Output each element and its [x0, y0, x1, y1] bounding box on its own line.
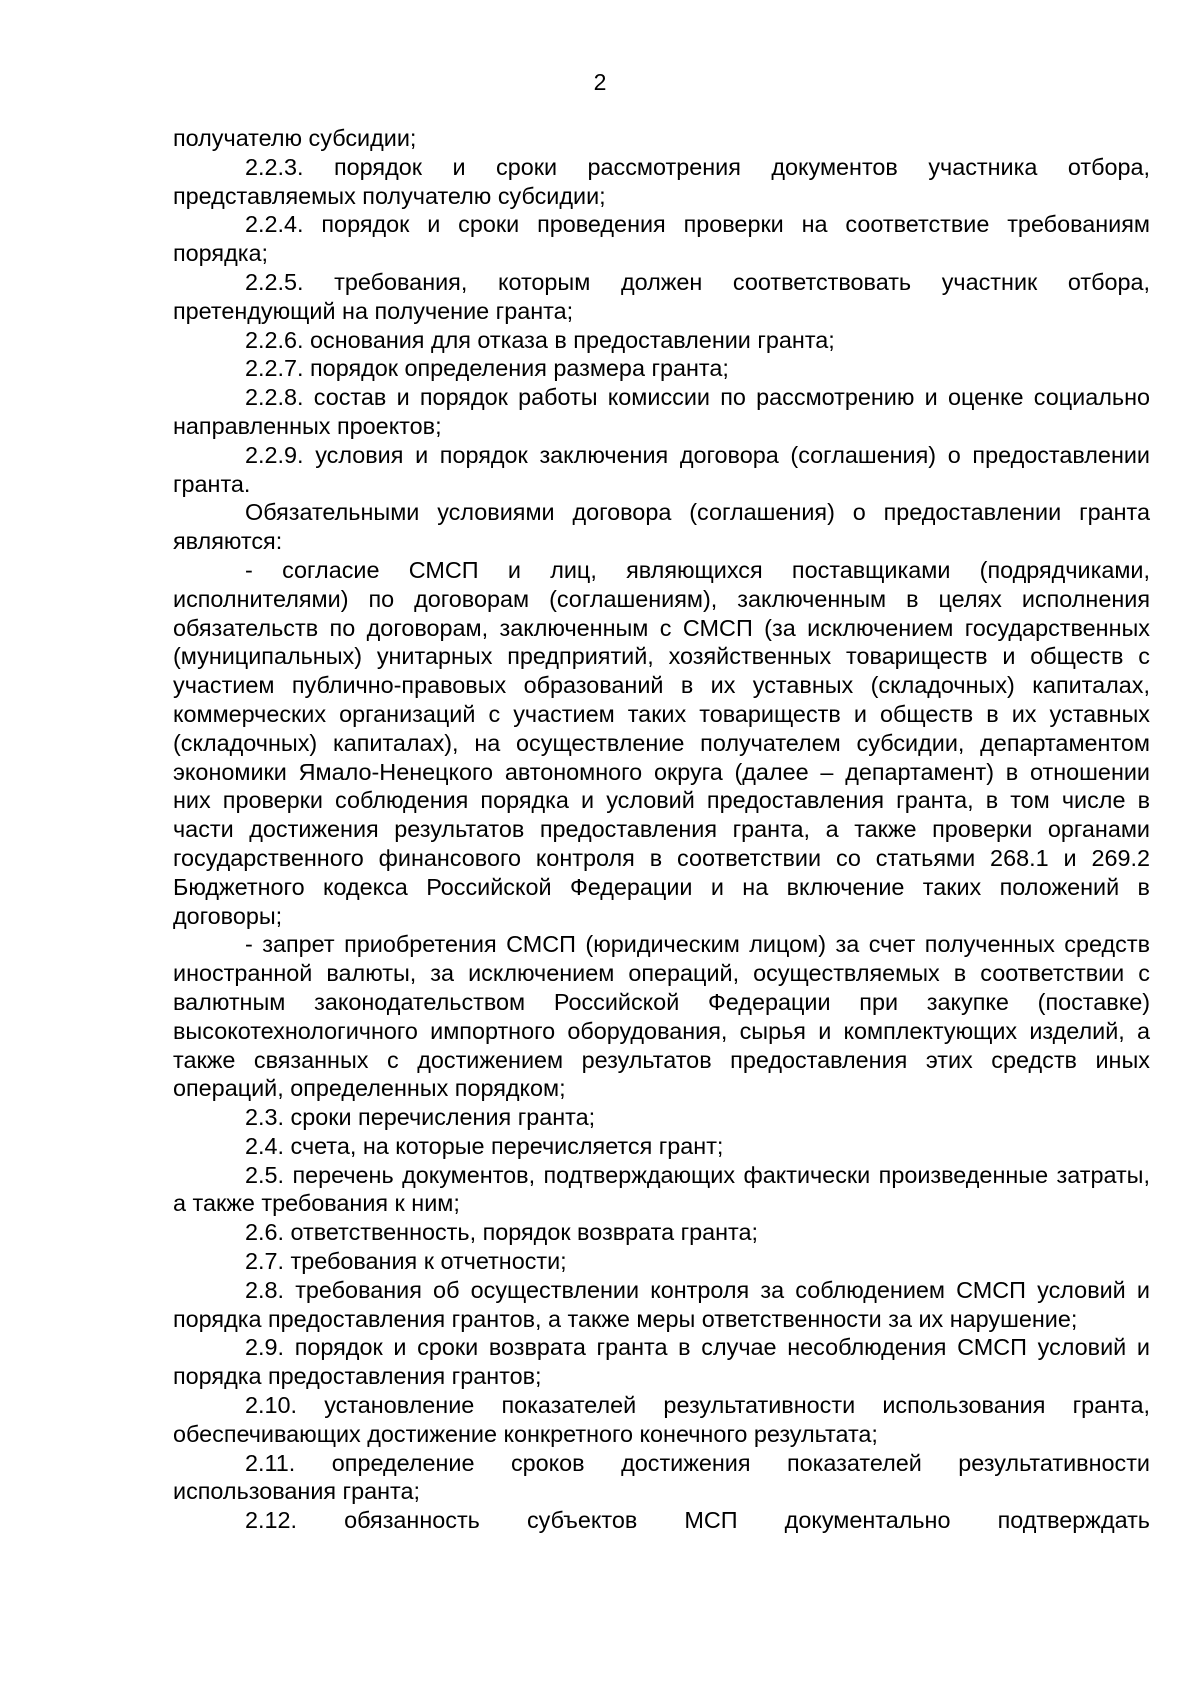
paragraph-2-7: 2.7. требования к отчетности; [245, 1248, 567, 1275]
paragraph-2-2-9: 2.2.9. условия и порядок заключения договора (соглашения) о предоставлении гранта. [173, 441, 1150, 497]
page-number: 2 [593, 69, 607, 95]
paragraph-2-2-8: 2.2.8. состав и порядок работы комиссии по рассмотрению и оценке социально направленных проектов; [173, 384, 1150, 439]
paragraph-mandatory-conditions: Обязательными условиями договора (соглашения) о предоставлении гранта являются: [173, 499, 1150, 555]
document-body [173, 124, 1150, 1535]
paragraph-2-2-4: 2.2.4. порядок и сроки проведения проверки на соответствие требованиям порядка; [173, 211, 1150, 267]
paragraph-2-9: 2.9. порядок и сроки возврата гранта в случае несоблюдения СМСП условий и порядка предоставления грантов; [173, 1334, 1150, 1390]
paragraph-2-2-6: 2.2.6. основания для отказа в предоставлении гранта; [245, 326, 835, 353]
paragraph-continuation: получателю субсидии; [173, 125, 417, 151]
paragraph-2-5: 2.5. перечень документов, подтверждающих фактически произведенные затраты, а также требования к ним; [173, 1161, 1150, 1217]
paragraph-prohibition-item: - запрет приобретения СМСП (юридическим лицом) за счет полученных средств иностранной валюты, за исключением операций, осуществляемых в соответствии с валютным законодательством Российской Федерации при закупке (поставке) высокотехнологичного импортного оборудования, сырья и комплектующих изделий, а также связанных с достижением результатов предоставления этих средств иных операций, определенных порядком; [173, 931, 1150, 1102]
paragraph-2-6: 2.6. ответственность, порядок возврата гранта; [245, 1219, 759, 1246]
paragraph-2-8: 2.8. требования об осуществлении контроля за соблюдением СМСП условий и порядка предоставления грантов, а также меры ответственности за их нарушение; [173, 1276, 1150, 1332]
paragraph-2-10: 2.10. установление показателей результативности использования гранта, обеспечивающих достижение конкретного конечного результата; [173, 1392, 1150, 1447]
paragraph-2-4: 2.4. счета, на которые перечисляется грант; [245, 1132, 724, 1159]
paragraph-2-2-5: 2.2.5. требования, которым должен соответствовать участник отбора, претендующий на получение гранта; [173, 268, 1150, 324]
paragraph-2-12: 2.12. обязанность субъектов МСП документально подтверждать [245, 1507, 1150, 1534]
paragraph-consent-item: - согласие СМСП и лиц, являющихся поставщиками (подрядчиками, исполнителями) по договорам (соглашениям), заключенным в целях исполнения обязательств по договорам, заключенным с СМСП (за исключением государственных (муниципальных) унитарных предприятий, хозяйственных товариществ и обществ с участием публично-правовых образований в их уставных (складочных) капиталах, коммерческих организаций с участием таких товариществ и обществ в их уставных (складочных) капиталах), на осуществление получателем субсидии, департаментом экономики Ямало-Ненецкого автономного округа (далее – департамент) в отношении них проверки соблюдения порядка и условий предоставления гранта, в том числе в части достижения результатов предоставления гранта, а также проверки органами государственного финансового контроля в соответствии со статьями 268.1 и 269.2 Бюджетного кодекса Российской Федерации и на включение таких положений в договоры; [173, 556, 1150, 929]
paragraph-2-2-3: 2.2.3. порядок и сроки рассмотрения документов участника отбора, представляемых получателю субсидии; [173, 153, 1150, 209]
paragraph-2-2-7: 2.2.7. порядок определения размера гранта; [245, 355, 729, 382]
paragraph-2-3: 2.3. сроки перечисления гранта; [245, 1104, 596, 1131]
paragraph-2-11: 2.11. определение сроков достижения показателей результативности использования гранта; [173, 1449, 1150, 1505]
